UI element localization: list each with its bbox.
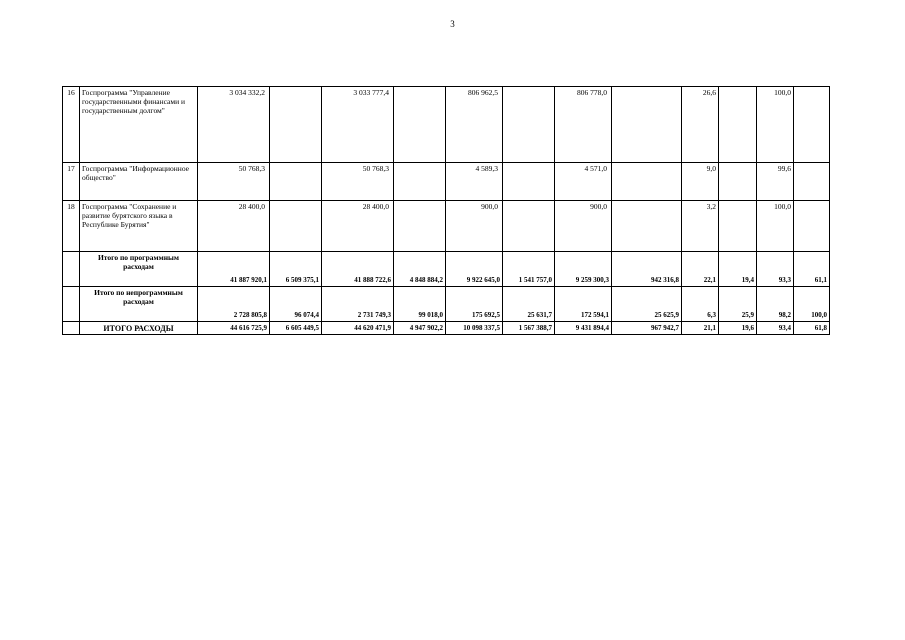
budget-table — [62, 86, 830, 335]
table-row — [63, 201, 830, 252]
value-cell: 61,8 — [794, 322, 830, 335]
value-cell: 61,1 — [794, 252, 830, 287]
value-cell — [270, 87, 322, 163]
value-cell: 3 034 332,2 — [198, 87, 270, 163]
value-cell — [794, 201, 830, 252]
row-number: 17 — [63, 163, 80, 201]
value-cell — [503, 163, 555, 201]
value-cell — [719, 163, 757, 201]
row-number: 18 — [63, 201, 80, 252]
value-cell: 41 887 920,1 — [198, 252, 270, 287]
value-cell: 900,0 — [555, 201, 612, 252]
value-cell: 2 728 805,8 — [198, 287, 270, 322]
value-cell: 25 625,9 — [612, 287, 682, 322]
table-row-total — [63, 252, 830, 287]
value-cell: 25 631,7 — [503, 287, 555, 322]
value-cell — [719, 87, 757, 163]
value-cell: 9 259 300,3 — [555, 252, 612, 287]
value-cell: 6 605 449,5 — [270, 322, 322, 335]
value-cell: 99 018,0 — [394, 287, 446, 322]
value-cell: 6 509 375,1 — [270, 252, 322, 287]
value-cell: 21,1 — [682, 322, 719, 335]
value-cell: 9 431 894,4 — [555, 322, 612, 335]
table-row — [63, 163, 830, 201]
value-cell: 100,0 — [757, 87, 794, 163]
page-number: 3 — [450, 19, 455, 29]
value-cell: 41 888 722,6 — [322, 252, 394, 287]
value-cell: 967 942,7 — [612, 322, 682, 335]
value-cell — [270, 201, 322, 252]
value-cell: 44 616 725,9 — [198, 322, 270, 335]
value-cell: 172 594,1 — [555, 287, 612, 322]
value-cell: 100,0 — [757, 201, 794, 252]
value-cell — [394, 87, 446, 163]
empty-cell — [63, 252, 80, 287]
value-cell: 99,6 — [757, 163, 794, 201]
value-cell: 28 400,0 — [198, 201, 270, 252]
program-name: Госпрограмма "Информационное общество" — [80, 163, 198, 201]
value-cell — [270, 163, 322, 201]
value-cell: 93,4 — [757, 322, 794, 335]
value-cell: 1 541 757,0 — [503, 252, 555, 287]
value-cell — [612, 163, 682, 201]
value-cell: 98,2 — [757, 287, 794, 322]
value-cell: 28 400,0 — [322, 201, 394, 252]
value-cell: 26,6 — [682, 87, 719, 163]
value-cell: 44 620 471,9 — [322, 322, 394, 335]
value-cell — [612, 87, 682, 163]
empty-cell — [63, 287, 80, 322]
value-cell: 942 316,8 — [612, 252, 682, 287]
value-cell: 4 848 884,2 — [394, 252, 446, 287]
table-row-grand-total — [63, 322, 830, 335]
value-cell: 2 731 749,3 — [322, 287, 394, 322]
value-cell: 93,3 — [757, 252, 794, 287]
value-cell — [394, 163, 446, 201]
value-cell: 100,0 — [794, 287, 830, 322]
value-cell: 806 962,5 — [446, 87, 503, 163]
value-cell: 9 922 645,0 — [446, 252, 503, 287]
value-cell: 4 589,3 — [446, 163, 503, 201]
value-cell — [794, 87, 830, 163]
value-cell: 175 692,5 — [446, 287, 503, 322]
empty-cell — [63, 322, 80, 335]
value-cell: 1 567 388,7 — [503, 322, 555, 335]
value-cell — [503, 87, 555, 163]
row-number: 16 — [63, 87, 80, 163]
value-cell: 6,3 — [682, 287, 719, 322]
value-cell: 96 074,4 — [270, 287, 322, 322]
value-cell: 10 098 337,5 — [446, 322, 503, 335]
value-cell — [794, 163, 830, 201]
value-cell — [612, 201, 682, 252]
value-cell — [503, 201, 555, 252]
value-cell: 50 768,3 — [322, 163, 394, 201]
value-cell: 806 778,0 — [555, 87, 612, 163]
value-cell: 3 033 777,4 — [322, 87, 394, 163]
value-cell: 3,2 — [682, 201, 719, 252]
value-cell: 4 571,0 — [555, 163, 612, 201]
value-cell: 4 947 902,2 — [394, 322, 446, 335]
table-row-total — [63, 287, 830, 322]
total-label: Итого по непрограммным расходам — [80, 287, 198, 322]
program-name: Госпрограмма "Сохранение и развитие бурятского языка в Республике Бурятия" — [80, 201, 198, 252]
value-cell: 19,6 — [719, 322, 757, 335]
total-label: Итого по программным расходам — [80, 252, 198, 287]
value-cell: 9,0 — [682, 163, 719, 201]
grand-total-label: ИТОГО РАСХОДЫ — [80, 322, 198, 335]
value-cell: 50 768,3 — [198, 163, 270, 201]
value-cell: 19,4 — [719, 252, 757, 287]
value-cell — [719, 201, 757, 252]
program-name: Госпрограмма "Управление государственными финансами и государственным долгом" — [80, 87, 198, 163]
value-cell: 25,9 — [719, 287, 757, 322]
value-cell — [394, 201, 446, 252]
value-cell: 900,0 — [446, 201, 503, 252]
table-row — [63, 87, 830, 163]
value-cell: 22,1 — [682, 252, 719, 287]
